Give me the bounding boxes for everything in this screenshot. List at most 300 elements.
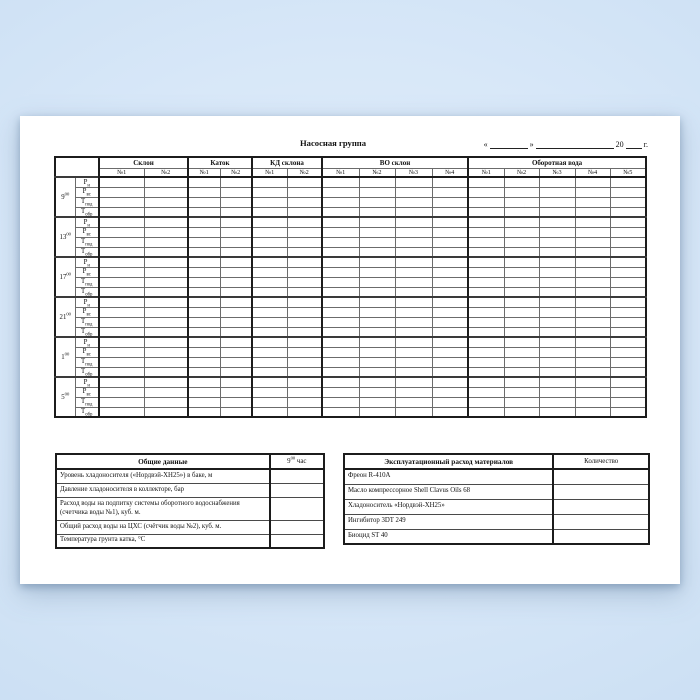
- value-cell: [539, 277, 575, 287]
- log-row: [55, 217, 646, 227]
- value-cell: [252, 277, 287, 287]
- value-cell: [610, 347, 646, 357]
- value-cell: [539, 207, 575, 217]
- log-row: [55, 197, 646, 207]
- value-cell: [322, 307, 359, 317]
- subscript: н: [87, 382, 90, 387]
- column-number-header: №1: [99, 168, 144, 177]
- century-prefix: 20: [615, 140, 624, 149]
- material-name: Ингибитор 3DT 249: [344, 514, 553, 529]
- value-cell: [395, 197, 432, 207]
- value-cell: [99, 257, 144, 267]
- value-cell: [504, 337, 539, 347]
- general-row: [56, 520, 324, 534]
- value-cell: [504, 357, 539, 367]
- value-cell: [188, 327, 220, 337]
- quantity-value-cell: [553, 484, 649, 499]
- value-cell: [539, 297, 575, 307]
- subscript: обр: [85, 212, 93, 217]
- value-cell: [144, 207, 188, 217]
- value-cell: [432, 217, 468, 227]
- value-cell: [468, 267, 504, 277]
- value-cell: [144, 387, 188, 397]
- value-cell: [468, 357, 504, 367]
- log-row: [55, 337, 646, 347]
- value-cell: [468, 387, 504, 397]
- superscript: 00: [66, 311, 71, 317]
- parameter-cell: $Т_{под}$: [75, 357, 99, 367]
- value-cell: [539, 227, 575, 237]
- value-cell: [610, 327, 646, 337]
- value-cell: [468, 317, 504, 327]
- value-cell: [468, 327, 504, 337]
- value-cell: [575, 307, 610, 317]
- superscript: 00: [64, 351, 70, 357]
- value-cell: [504, 307, 539, 317]
- value-cell: [539, 177, 575, 187]
- value-cell: [287, 257, 322, 267]
- column-number-header: №2: [144, 168, 188, 177]
- column-group-header: КД склона: [252, 157, 322, 168]
- parameter-cell: $Р_{вс}$: [75, 267, 99, 277]
- value-cell: [575, 187, 610, 197]
- page-title: Насосная группа: [300, 138, 367, 148]
- value-cell: [144, 177, 188, 187]
- value-cell: [220, 317, 252, 327]
- value-cell: [252, 307, 287, 317]
- value-cell: [322, 197, 359, 207]
- value-cell: [287, 297, 322, 307]
- value-cell: [144, 217, 188, 227]
- parameter-cell: $Т_{под}$: [75, 277, 99, 287]
- subscript: обр: [85, 252, 93, 257]
- log-row: [55, 277, 646, 287]
- value-cell: [395, 297, 432, 307]
- subscript: под: [85, 202, 93, 207]
- parameter-cell: $Т_{под}$: [75, 197, 99, 207]
- parameter-cell: $Р_{вс}$: [75, 347, 99, 357]
- value-cell: [322, 377, 359, 387]
- value-cell: [610, 397, 646, 407]
- general-row-label: Расход воды на подпитку системы оборотного водоснабжения (счетчика воды №1), куб. м.: [56, 497, 270, 520]
- parameter-cell: $Р_н$: [75, 257, 99, 267]
- value-cell: [188, 337, 220, 347]
- value-cell: [220, 387, 252, 397]
- value-cell: [188, 297, 220, 307]
- value-cell: [252, 397, 287, 407]
- value-cell: [322, 387, 359, 397]
- value-cell: [468, 237, 504, 247]
- value-cell: [287, 197, 322, 207]
- value-cell: [99, 267, 144, 277]
- log-row: [55, 317, 646, 327]
- value-cell: [468, 297, 504, 307]
- value-cell: [432, 387, 468, 397]
- value-cell: [575, 207, 610, 217]
- parameter-cell: $Т_{обр}$: [75, 247, 99, 257]
- value-cell: [395, 397, 432, 407]
- value-cell: [144, 407, 188, 417]
- value-cell: [359, 307, 395, 317]
- value-cell: [220, 337, 252, 347]
- parameter-cell: $Т_{обр}$: [75, 207, 99, 217]
- value-cell: [322, 267, 359, 277]
- value-cell: [359, 357, 395, 367]
- column-number-header: №4: [575, 168, 610, 177]
- value-cell: [468, 257, 504, 267]
- value-cell: [575, 237, 610, 247]
- materials-row: [344, 484, 649, 499]
- value-cell: [539, 267, 575, 277]
- value-cell: [432, 227, 468, 237]
- column-group-header: ВО склон: [322, 157, 468, 168]
- value-cell: [359, 397, 395, 407]
- value-cell: [610, 267, 646, 277]
- close-quote: »: [529, 140, 534, 149]
- value-cell: [220, 207, 252, 217]
- value-cell: [395, 337, 432, 347]
- value-cell: [468, 337, 504, 347]
- value-cell: [432, 317, 468, 327]
- value-cell: [359, 257, 395, 267]
- value-cell: [99, 347, 144, 357]
- value-cell: [287, 407, 322, 417]
- subscript: н: [87, 222, 90, 227]
- value-cell: [432, 397, 468, 407]
- column-group-header: Каток: [188, 157, 252, 168]
- value-cell: [188, 387, 220, 397]
- subscript: под: [85, 282, 93, 287]
- value-cell: [188, 277, 220, 287]
- parameter-cell: $Р_н$: [75, 337, 99, 347]
- value-cell: [504, 287, 539, 297]
- value-cell: [188, 217, 220, 227]
- value-cell: [252, 317, 287, 327]
- document-page: [20, 116, 680, 584]
- quantity-value-cell: [553, 514, 649, 529]
- value-cell: [220, 237, 252, 247]
- value-cell: [252, 407, 287, 417]
- value-cell: [144, 187, 188, 197]
- value-cell: [188, 257, 220, 267]
- parameter-cell: $Р_{вс}$: [75, 227, 99, 237]
- value-cell: [395, 227, 432, 237]
- value-cell: [395, 367, 432, 377]
- subscript: обр: [85, 412, 93, 417]
- log-row: [55, 207, 646, 217]
- value-cell: [468, 217, 504, 227]
- material-name: Фреон R-410A: [344, 469, 553, 484]
- number-header-row: [55, 168, 646, 177]
- value-cell: [432, 267, 468, 277]
- value-cell: [287, 217, 322, 227]
- quantity-value-cell: [553, 499, 649, 514]
- value-cell: [144, 307, 188, 317]
- value-cell: [575, 177, 610, 187]
- superscript: 00: [66, 231, 71, 237]
- value-cell: [395, 307, 432, 317]
- value-cell: [99, 227, 144, 237]
- value-cell: [220, 227, 252, 237]
- subscript: обр: [85, 332, 93, 337]
- value-cell: [188, 207, 220, 217]
- value-cell: [359, 187, 395, 197]
- year-suffix: г.: [643, 140, 648, 149]
- value-cell: [322, 327, 359, 337]
- value-cell: [610, 377, 646, 387]
- value-cell: [575, 397, 610, 407]
- value-cell: [575, 297, 610, 307]
- value-cell: [144, 367, 188, 377]
- value-cell: [287, 387, 322, 397]
- value-cell: [395, 277, 432, 287]
- value-cell: [188, 317, 220, 327]
- value-cell: [395, 287, 432, 297]
- value-cell: [504, 187, 539, 197]
- value-cell: [359, 207, 395, 217]
- value-cell: [287, 177, 322, 187]
- value-cell: [575, 377, 610, 387]
- value-cell: [188, 347, 220, 357]
- log-row: [55, 257, 646, 267]
- value-cell: [468, 407, 504, 417]
- value-cell: [252, 247, 287, 257]
- value-cell: [610, 287, 646, 297]
- value-cell: [144, 287, 188, 297]
- value-cell: [99, 357, 144, 367]
- column-number-header: №3: [539, 168, 575, 177]
- value-cell: [220, 297, 252, 307]
- value-cell: [575, 347, 610, 357]
- value-cell: [432, 257, 468, 267]
- value-cell: [539, 357, 575, 367]
- value-cell: [539, 257, 575, 267]
- value-cell: [252, 387, 287, 397]
- value-cell: [220, 287, 252, 297]
- log-row: [55, 387, 646, 397]
- value-cell: [287, 237, 322, 247]
- value-cell: [220, 307, 252, 317]
- value-cell: [395, 387, 432, 397]
- value-cell: [610, 407, 646, 417]
- value-cell: [359, 347, 395, 357]
- value-cell: [322, 367, 359, 377]
- value-cell: [468, 367, 504, 377]
- value-cell: [575, 407, 610, 417]
- parameter-cell: $Р_{вс}$: [75, 307, 99, 317]
- value-cell: [539, 237, 575, 247]
- superscript: 00: [290, 455, 296, 461]
- value-cell: [220, 247, 252, 257]
- value-cell: [610, 247, 646, 257]
- value-cell: [432, 337, 468, 347]
- value-cell: [395, 267, 432, 277]
- parameter-cell: $Р_н$: [75, 177, 99, 187]
- value-cell: [359, 327, 395, 337]
- value-cell: [220, 347, 252, 357]
- value-cell: [220, 197, 252, 207]
- column-number-header: №2: [287, 168, 322, 177]
- general-value-cell: [270, 483, 324, 497]
- value-cell: [395, 237, 432, 247]
- value-cell: [504, 257, 539, 267]
- parameter-cell: $Т_{под}$: [75, 237, 99, 247]
- value-cell: [287, 247, 322, 257]
- value-cell: [610, 367, 646, 377]
- value-cell: [99, 177, 144, 187]
- log-row: [55, 287, 646, 297]
- pump-group-log-table: [54, 156, 647, 418]
- value-cell: [575, 367, 610, 377]
- materials-row: [344, 514, 649, 529]
- subscript: под: [85, 402, 93, 407]
- value-cell: [252, 177, 287, 187]
- parameter-cell: $Т_{обр}$: [75, 327, 99, 337]
- value-cell: [144, 327, 188, 337]
- log-row: [55, 187, 646, 197]
- value-cell: [468, 377, 504, 387]
- value-cell: [359, 297, 395, 307]
- value-cell: [287, 347, 322, 357]
- material-name: Хладоноситель «Нордвэй-ХН25»: [344, 499, 553, 514]
- value-cell: [99, 197, 144, 207]
- general-row: [56, 497, 324, 520]
- value-cell: [220, 217, 252, 227]
- value-cell: [252, 227, 287, 237]
- parameter-cell: $Р_{вс}$: [75, 387, 99, 397]
- value-cell: [575, 387, 610, 397]
- value-cell: [395, 177, 432, 187]
- value-cell: [395, 327, 432, 337]
- value-cell: [322, 357, 359, 367]
- value-cell: [322, 217, 359, 227]
- value-cell: [539, 197, 575, 207]
- value-cell: [99, 237, 144, 247]
- subscript: н: [87, 182, 90, 187]
- value-cell: [252, 197, 287, 207]
- value-cell: [99, 407, 144, 417]
- value-cell: [322, 227, 359, 237]
- value-cell: [504, 207, 539, 217]
- value-cell: [539, 337, 575, 347]
- value-cell: [504, 277, 539, 287]
- subscript: вс: [86, 272, 91, 277]
- log-row: [55, 357, 646, 367]
- value-cell: [539, 377, 575, 387]
- value-cell: [99, 317, 144, 327]
- value-cell: [468, 307, 504, 317]
- value-cell: [322, 297, 359, 307]
- value-cell: [610, 337, 646, 347]
- value-cell: [539, 187, 575, 197]
- value-cell: [395, 207, 432, 217]
- value-cell: [432, 287, 468, 297]
- value-cell: [99, 307, 144, 317]
- value-cell: [287, 327, 322, 337]
- subscript: вс: [86, 312, 91, 317]
- value-cell: [99, 367, 144, 377]
- value-cell: [610, 227, 646, 237]
- value-cell: [220, 267, 252, 277]
- value-cell: [359, 367, 395, 377]
- value-cell: [252, 217, 287, 227]
- column-number-header: №5: [610, 168, 646, 177]
- general-header-row: [56, 454, 324, 469]
- value-cell: [287, 337, 322, 347]
- value-cell: [188, 247, 220, 257]
- value-cell: [432, 237, 468, 247]
- value-cell: [504, 367, 539, 377]
- value-cell: [575, 277, 610, 287]
- general-data-table: [55, 453, 325, 549]
- value-cell: [188, 407, 220, 417]
- month-blank: [536, 141, 614, 149]
- value-cell: [188, 377, 220, 387]
- general-row-label: Температура грунта катка, °С: [56, 534, 270, 548]
- log-row: [55, 367, 646, 377]
- log-row: [55, 377, 646, 387]
- superscript: 00: [64, 391, 70, 397]
- value-cell: [252, 347, 287, 357]
- value-cell: [432, 367, 468, 377]
- value-cell: [610, 297, 646, 307]
- value-cell: [610, 257, 646, 267]
- value-cell: [539, 247, 575, 257]
- value-cell: [539, 307, 575, 317]
- value-cell: [322, 397, 359, 407]
- value-cell: [359, 267, 395, 277]
- value-cell: [432, 307, 468, 317]
- time-cell: $5^{00}$: [55, 377, 75, 417]
- value-cell: [188, 177, 220, 187]
- column-number-header: №2: [359, 168, 395, 177]
- value-cell: [220, 277, 252, 287]
- value-cell: [144, 277, 188, 287]
- column-group-header: Оборотная вода: [468, 157, 646, 168]
- value-cell: [220, 257, 252, 267]
- value-cell: [468, 187, 504, 197]
- general-row-label: Давление хладоносителя в коллекторе, бар: [56, 483, 270, 497]
- value-cell: [99, 287, 144, 297]
- value-cell: [359, 337, 395, 347]
- value-cell: [468, 287, 504, 297]
- time-cell: $21^{00}$: [55, 297, 75, 337]
- quantity-value-cell: [553, 529, 649, 544]
- log-row: [55, 177, 646, 187]
- value-cell: [432, 377, 468, 387]
- log-row: [55, 347, 646, 357]
- subscript: вс: [86, 352, 91, 357]
- value-cell: [432, 207, 468, 217]
- value-cell: [252, 287, 287, 297]
- value-cell: [504, 197, 539, 207]
- subscript: обр: [85, 292, 93, 297]
- log-row: [55, 267, 646, 277]
- log-row: [55, 307, 646, 317]
- column-number-header: №1: [188, 168, 220, 177]
- value-cell: [252, 297, 287, 307]
- materials-row: [344, 499, 649, 514]
- value-cell: [359, 227, 395, 237]
- material-name: Биоцид ST 40: [344, 529, 553, 544]
- value-cell: [99, 327, 144, 337]
- value-cell: [144, 197, 188, 207]
- value-cell: [220, 397, 252, 407]
- general-data-title: Общие данные: [56, 454, 270, 469]
- column-number-header: №1: [322, 168, 359, 177]
- value-cell: [432, 197, 468, 207]
- value-cell: [188, 287, 220, 297]
